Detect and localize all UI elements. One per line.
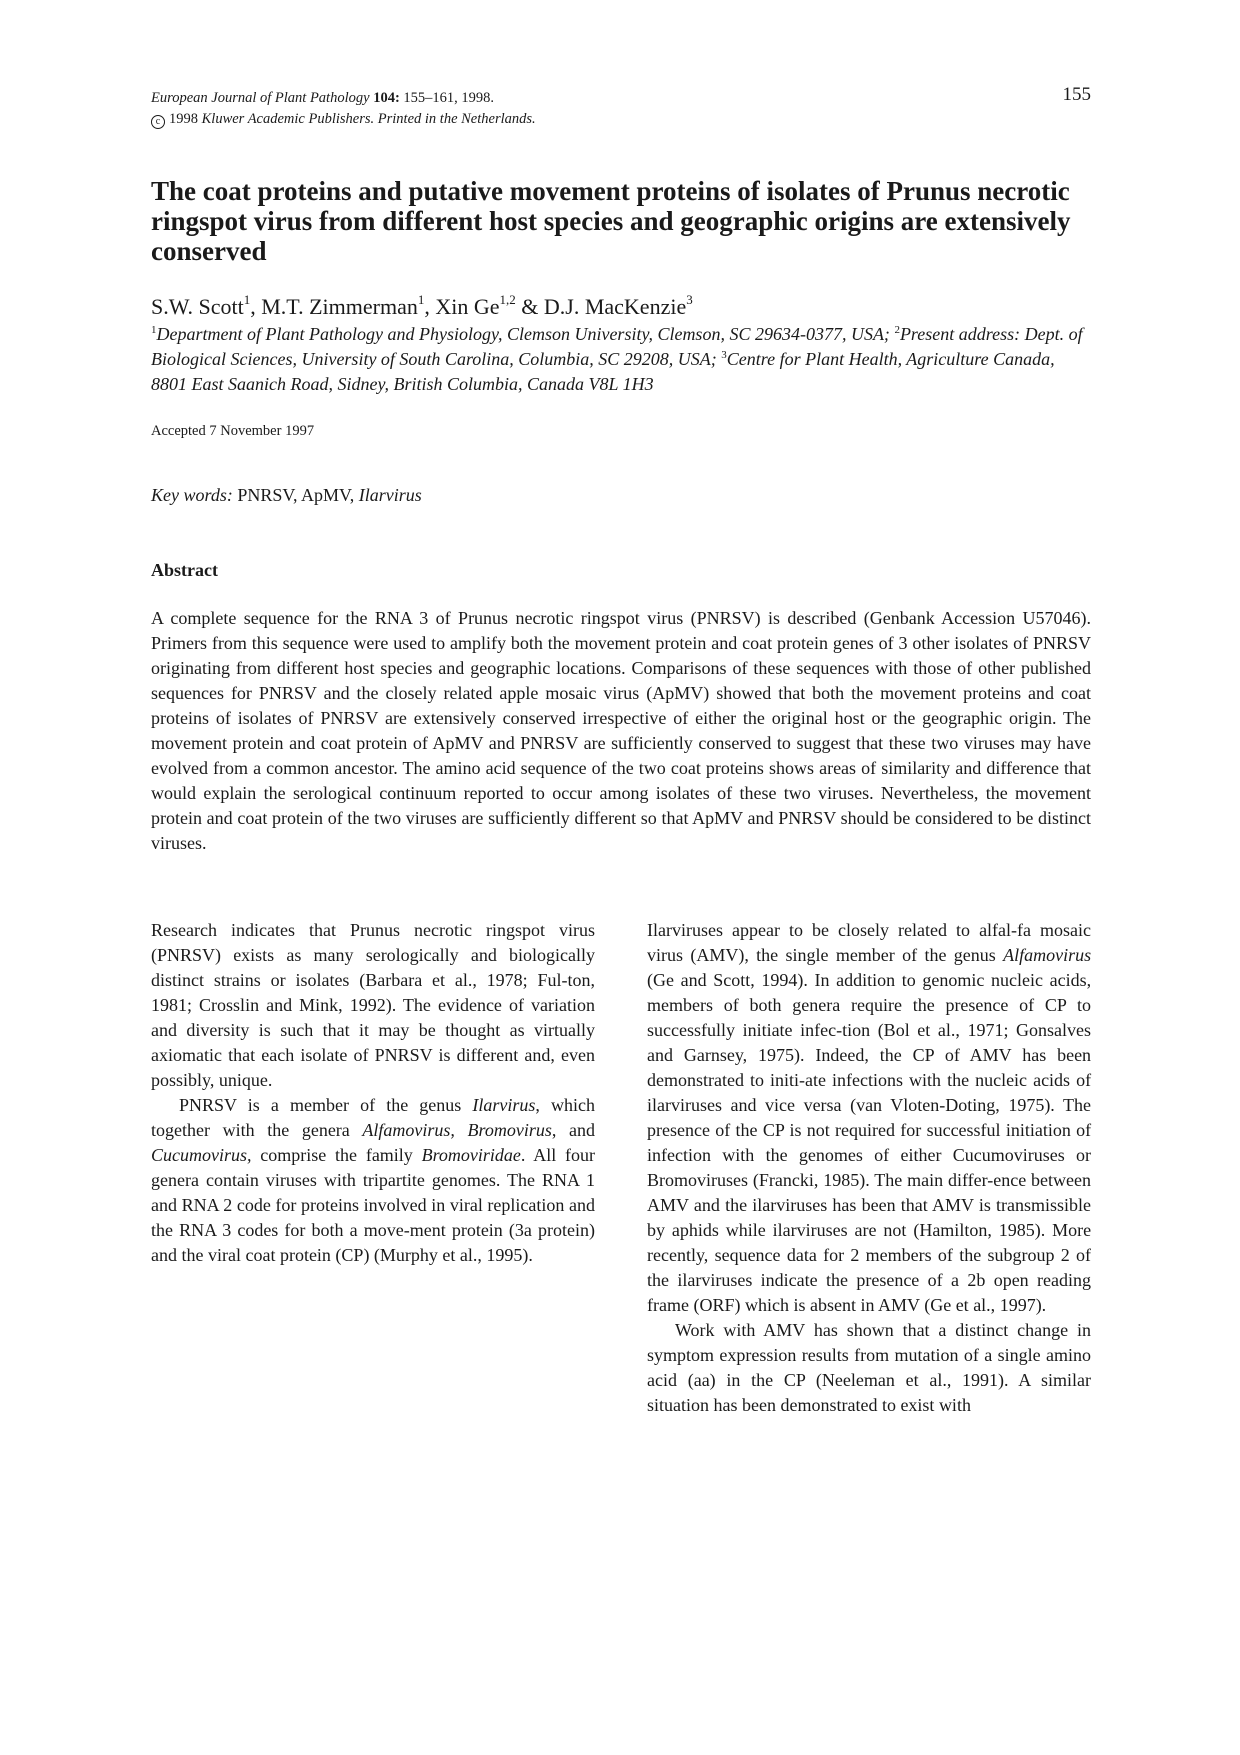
body-text: The [874,1170,903,1190]
body-text: Cucumoviruses [952,1145,1065,1165]
body-text: the [756,945,779,965]
body-text: not [806,1120,830,1140]
body-text [840,995,851,1015]
body-text [757,1095,766,1115]
author-name: S.W. Scott [151,294,244,319]
body-text: mosaic [1040,920,1092,940]
body-text: to [956,920,971,940]
body-text: Vloten-Doting, [890,1095,1000,1115]
body-text: with [909,1070,942,1090]
body-text: ilarviruses [772,1220,848,1240]
body-text: indicate [760,1270,818,1290]
body-text: Scott, [713,970,755,990]
body-text: transmissible [996,1195,1092,1215]
body-text: and [730,1095,757,1115]
body-text: presence [856,1270,920,1290]
body-text: with [722,1145,755,1165]
body-text [1055,1095,1063,1115]
body-text: is [978,1195,991,1215]
body-text: demonstrated [647,1070,744,1090]
body-text: The [1063,1095,1092,1115]
body-text [889,1145,900,1165]
body-text: the [924,945,947,965]
body-text: Garnsey, [683,1045,748,1065]
body-text [870,1020,878,1040]
body-text: to [750,1070,765,1090]
body-text: acids, [1049,970,1092,990]
body-text [1031,920,1040,940]
body-text: that [900,1195,928,1215]
body-text: be [812,920,830,940]
body-text [673,1045,684,1065]
body-text: the [826,1270,848,1290]
body-text: and [680,970,707,990]
body-text: vice [765,1095,796,1115]
author-separator: & [515,294,544,319]
body-text: presence [647,1120,710,1140]
printed-location: Printed in the Netherlands. [377,111,536,127]
body-text: versa [803,1095,842,1115]
body-text [863,1145,874,1165]
body-text [1066,995,1077,1015]
body-text [1034,995,1045,1015]
body-text: and [693,1195,720,1215]
body-text [919,1270,927,1290]
body-text: of [902,945,918,965]
body-text [722,1095,731,1115]
body-text [735,1020,743,1040]
body-text: has [832,1195,857,1215]
body-text [739,995,750,1015]
body-text [674,970,681,990]
body-text: is [793,1295,806,1315]
body-text: AMV [931,1195,974,1215]
running-header [151,88,1091,130]
body-text: required [835,1120,896,1140]
body-text [752,1270,760,1290]
body-text: the [647,1270,669,1290]
body-text [828,945,835,965]
body-text: initiation [1005,1120,1071,1140]
body-text: members [647,995,713,1015]
body-text: 1971; [967,1020,1009,1040]
body-column-left [151,918,595,1268]
body-text [1029,1270,1037,1290]
affiliations [151,322,1091,397]
journal-citation-line [151,88,1091,109]
journal-pages: 155–161, 1998. [403,90,495,106]
body-text: successfully [647,1020,735,1040]
body-text [996,945,1003,965]
body-text: member [835,945,895,965]
body-text [970,920,979,940]
body-text: and [647,1045,673,1065]
body-text: (Francki, [752,1170,819,1190]
body-text: frame [647,1295,689,1315]
body-text: CP [1044,995,1067,1015]
body-text-italic: Bromoviridae [421,1145,521,1165]
body-text: 1975). [758,1045,805,1065]
body-text [719,1220,726,1240]
body-text: are [854,1220,877,1240]
body-text [1065,1145,1076,1165]
body-text [711,1145,722,1165]
body-text: et [917,1020,931,1040]
author-separator: , [250,294,262,319]
body-text: In [814,970,830,990]
body-text: the [912,995,935,1015]
copyright-icon: c [151,115,165,129]
body-text: ilarviruses [647,1095,722,1115]
body-text [934,1045,945,1065]
body-text: to [901,970,916,990]
body-text: nucleic [991,970,1043,990]
body-text: closely [838,920,890,940]
article-title: The coat proteins and putative movement proteins of isolates of Prunus necrotic ringspot virus from different host species and geographic origins are extensively conserved [151,176,1071,266]
author-name: Xin Ge [435,294,500,319]
body-text [782,995,793,1015]
body-text: AMV [969,1045,1012,1065]
body-text: More [1052,1220,1092,1240]
body-text: infection [647,1145,711,1165]
body-text: in [860,1295,875,1315]
author-affiliation-mark: 1 [417,292,425,307]
body-text: (Ge [924,1295,952,1315]
body-text [848,1220,855,1240]
body-paragraph: Research indicates that Prunus necrotic ringspot virus (PNRSV) exists as many serologically and biologically distinct strains or isolates (Barbara et al., 1978; Ful-ton, 1981; Crosslin and Mink, 1992). The evidence of variation and diversity is such that it may be thought as virtually axiomatic that each isolate of PNRSV is different and, even possibly, unique. [151,920,595,1090]
author-list [151,294,1091,320]
body-text [842,1095,851,1115]
body-text-italic: Cucumovirus, [151,1145,252,1165]
affiliation-mark: 1 [151,324,157,336]
body-text: a [951,1270,959,1290]
body-text: alfal-fa [979,920,1032,940]
author-affiliation-mark: 1 [243,292,251,307]
body-text: et [955,1295,969,1315]
author-separator: , [424,294,436,319]
body-text: al., [937,1020,960,1040]
body-text: (van [850,1095,883,1115]
body-text [1011,1045,1022,1065]
abstract-text: A complete sequence for the RNA 3 of Prunus necrotic ringspot virus (PNRSV) is described (Genbank Accession U57046). Primers from this sequence were used to amplify both the movement protein and coat protein genes of 3 other isolates of PNRSV originating from different host species and geographic locations. Comparisons of these sequences with those of other published sequences for PNRSV and the closely related apple mosaic virus (ApMV) showed that both the movement proteins and coat proteins of isolates of PNRSV are extensively conserved irrespective of either the original host or the geographic origin. The movement protein and coat protein of ApMV and PNRSV are sufficiently conserved to suggest that these two viruses may have evolved from a common ancestor. The amino acid sequence of the two coat proteins shows areas of similarity and difference that would explain the serological continuum reported to occur among isolates of these two viruses. Nevertheless, the movement protein and coat protein of the two viruses are sufficiently different so that ApMV and PNRSV should be considered to be distinct viruses. [151,608,1091,853]
copyright-year: 1998 [169,111,198,127]
body-text: genus [953,945,996,965]
body-text [808,970,815,990]
body-text: (Ge [647,970,674,990]
body-text: (ORF) [693,1295,741,1315]
body-text: acids [1033,1070,1071,1090]
body-text [1008,995,1019,1015]
body-text: to [788,920,803,940]
body-text: of [1076,1070,1092,1090]
body-text [902,1045,913,1065]
body-text [829,920,838,940]
body-text: reading [1037,1270,1092,1290]
affiliation-text: Department of Plant Pathology and Physiology, Clemson University, Clemson, SC 29634-0377, USA; [156,324,895,344]
body-text: , and [551,1120,595,1140]
body-text: ilarviruses [752,1195,828,1215]
body-text [992,1220,999,1240]
body-text: of [1076,1120,1092,1140]
keywords-list: PNRSV, ApMV, [232,485,359,505]
body-text: the [765,1145,788,1165]
affiliation-text: Present address: Dept. of Biological Sciences, University of South Carolina, Columbia, SC 29208, USA; [151,324,1083,369]
body-text: the [725,1195,748,1215]
publisher-name: Kluwer Academic Publishers. [201,111,375,127]
body-text: CP [912,1045,934,1065]
body-text: of [927,1270,943,1290]
body-text: 2 [850,1245,860,1265]
body-text: either [900,1145,942,1165]
body-text [803,920,812,940]
body-text: appear [732,920,780,940]
body-text: 2b [967,1270,986,1290]
body-text [1008,1020,1016,1040]
keywords-list-italic: Ilarvirus [358,485,422,505]
body-text: is [789,1120,802,1140]
body-text: members [865,1245,932,1265]
author-affiliation-mark: 3 [686,292,693,307]
body-text: by [647,1220,665,1240]
body-text: AMV [878,1295,920,1315]
body-text: the [947,1070,970,1090]
body-text: AMV [647,1195,689,1215]
body-text [754,1145,765,1165]
body-text: require [850,995,902,1015]
body-text: . All four genera contain viruses with tripartite genomes. The RNA 1 and RNA 2 code for proteins involved in viral replication and the RNA 3 codes for both a move-ment protein (3a protein) and the viral coat protein (CP) (Murphy et al., 1995). [151,1145,595,1265]
body-text: virus [647,945,683,965]
body-text: 1997). [999,1295,1047,1315]
body-text [960,1045,970,1065]
body-text: or [1076,1145,1092,1165]
body-text: (Bol [877,1020,910,1040]
body-text [869,1045,880,1065]
body-text [941,1145,952,1165]
body-text [780,920,789,940]
accepted-date: Accepted 7 November 1997 [151,423,315,439]
body-text: 1985). [998,1220,1046,1240]
body-text: presence [945,995,1009,1015]
body-text: of [1019,995,1035,1015]
body-text: open [993,1270,1029,1290]
journal-volume: 104: [373,90,400,106]
body-text: of [937,1245,953,1265]
body-text: has [1022,1045,1047,1065]
body-text: been [861,1195,896,1215]
body-text [985,1270,993,1290]
body-text [1046,1045,1057,1065]
body-column-right [647,918,1091,1418]
body-text: genera [792,995,841,1015]
body-text [713,995,724,1015]
body-text [902,995,913,1015]
body-text: single [785,945,829,965]
body-text: infec-tion [800,1020,871,1040]
keywords [151,485,422,506]
body-text: successful [926,1120,1001,1140]
body-text: Bromoviruses [647,1170,748,1190]
body-text [723,920,732,940]
affiliation-mark: 2 [894,324,900,336]
body-text: (Hamilton, [913,1220,992,1240]
body-text: while [725,1220,766,1240]
body-text: 1994). [761,970,808,990]
body-text: of [715,1120,731,1140]
body-text: differ-ence [947,1170,1027,1190]
body-text: for [900,1120,922,1140]
body-paragraph: Work with AMV has shown that a distinct change in symptom expression results from mutation of a single amino acid (aa) in the CP (Neeleman et al., 1991). A similar situation has been demonstrated to exist with [647,1320,1091,1415]
body-text: Indeed, [815,1045,869,1065]
body-text: recently, [647,1245,709,1265]
body-text: Gonsalves [1016,1020,1092,1040]
keywords-label: Key words: [151,485,233,505]
body-text [1043,970,1050,990]
body-text: (AMV), [690,945,749,965]
body-text: 1975). [1008,1095,1055,1115]
body-text [805,1045,816,1065]
body-text: subgroup [987,1245,1055,1265]
body-text [984,970,991,990]
body-text [747,1045,758,1065]
body-text [788,1145,799,1165]
abstract-heading: Abstract [151,560,218,580]
body-text [947,920,956,940]
body-text: between [1031,1170,1092,1190]
body-text: genomes [798,1145,863,1165]
body-text: of [723,995,739,1015]
body-text: ilarviruses [677,1270,753,1290]
body-text [818,1270,826,1290]
body-text [793,1020,801,1040]
body-text: comprise the family [251,1145,422,1165]
body-text: the [735,1120,758,1140]
body-text: not [883,1220,907,1240]
body-text [895,970,902,990]
body-text: initi-ate [770,1070,827,1090]
author-affiliation-mark: 1,2 [499,292,516,307]
body-text: related [898,920,948,940]
body-text: of [1076,1245,1092,1265]
affiliation-text: Centre for Plant Health, Agriculture Canada, 8801 East Saanich Road, Sidney, British Columbia, Canada V8L 1H3 [151,349,1055,394]
body-text: of [944,1045,960,1065]
body-text: main [907,1170,944,1190]
body-text: addition [836,970,896,990]
body-text: for [823,1245,845,1265]
body-text: , which together with the genera [151,1095,595,1140]
page-number: 155 [1062,84,1091,105]
body-text: both [749,995,782,1015]
affiliation-mark: 3 [721,349,727,361]
body-text: Ilarviruses [647,920,723,940]
author-name: D.J. MacKenzie [543,294,687,319]
body-text: the [879,1045,902,1065]
body-text [795,1095,804,1115]
body-text: CP [762,1120,785,1140]
body-text: of [874,1145,890,1165]
body-text: aphids [671,1220,719,1240]
body-text: data [786,1245,817,1265]
body-text [930,1020,938,1040]
body-text: been [1057,1045,1092,1065]
body-text: initiate [742,1020,793,1040]
body-text: the [959,1245,982,1265]
body-text [665,1220,672,1240]
body-text [943,1270,951,1290]
body-text: 2 [1060,1245,1070,1265]
body-text: infections [832,1070,904,1090]
body-text [889,920,898,940]
body-text: sequence [714,1245,781,1265]
body-text: nucleic [975,1070,1028,1090]
body-text: to [1077,995,1092,1015]
body-text: genomic [922,970,985,990]
author-name: M.T. Zimmerman [261,294,418,319]
body-text: al., [973,1295,996,1315]
body-text [946,945,953,965]
body-paragraph-continued [647,918,1091,1318]
body-text: 1985). [823,1170,870,1190]
body-text-italic: Alfamovirus, Bromovirus [362,1120,552,1140]
body-text-italic: Ilarvirus [472,1095,536,1115]
body-text: PNRSV is a member of the genus [179,1095,473,1115]
body-text-italic: Alfamovirus [1003,945,1092,965]
body-text [935,995,946,1015]
body-paragraph [151,1093,595,1268]
body-text: absent [810,1295,856,1315]
journal-name: European Journal of Plant Pathology [151,90,370,106]
body-text [766,1220,773,1240]
copyright-line [151,109,1091,130]
body-text: which [744,1295,789,1315]
